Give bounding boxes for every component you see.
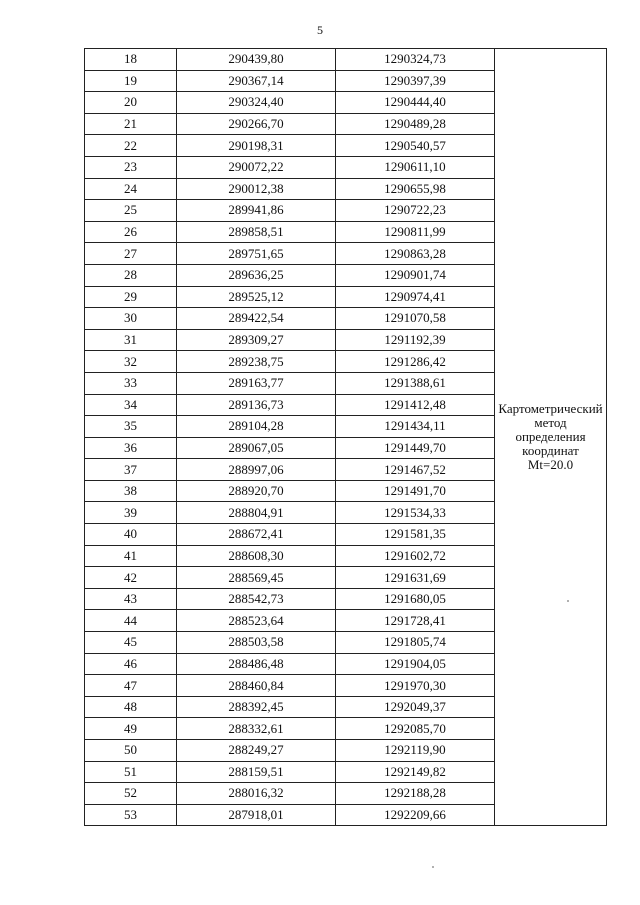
point-number-cell: 47 [85,675,177,697]
scan-speck [432,866,434,868]
point-number-cell: 26 [85,221,177,243]
table-row [85,49,607,71]
x-coordinate-cell: 290198,31 [177,135,336,157]
point-number-cell: 18 [85,49,177,71]
x-coordinate-cell: 288392,45 [177,696,336,718]
y-coordinate-cell: 1292188,28 [336,783,495,805]
y-coordinate-cell: 1290611,10 [336,156,495,178]
y-coordinate-cell: 1291581,35 [336,524,495,546]
point-number-cell: 44 [85,610,177,632]
y-coordinate-cell: 1290722,23 [336,200,495,222]
y-coordinate-cell: 1291388,61 [336,372,495,394]
x-coordinate-cell: 288920,70 [177,480,336,502]
y-coordinate-cell: 1291491,70 [336,480,495,502]
point-number-cell: 19 [85,70,177,92]
x-coordinate-cell: 287918,01 [177,804,336,826]
y-coordinate-cell: 1291192,39 [336,329,495,351]
point-number-cell: 40 [85,524,177,546]
x-coordinate-cell: 289136,73 [177,394,336,416]
y-coordinate-cell: 1290901,74 [336,264,495,286]
point-number-cell: 48 [85,696,177,718]
x-coordinate-cell: 288249,27 [177,740,336,762]
x-coordinate-cell: 288542,73 [177,588,336,610]
point-number-cell: 37 [85,459,177,481]
y-coordinate-cell: 1291728,41 [336,610,495,632]
point-number-cell: 25 [85,200,177,222]
x-coordinate-cell: 290072,22 [177,156,336,178]
point-number-cell: 53 [85,804,177,826]
x-coordinate-cell: 288523,64 [177,610,336,632]
x-coordinate-cell: 288569,45 [177,567,336,589]
y-coordinate-cell: 1290324,73 [336,49,495,71]
x-coordinate-cell: 288672,41 [177,524,336,546]
y-coordinate-cell: 1290974,41 [336,286,495,308]
y-coordinate-cell: 1291286,42 [336,351,495,373]
y-coordinate-cell: 1290655,98 [336,178,495,200]
point-number-cell: 32 [85,351,177,373]
y-coordinate-cell: 1291631,69 [336,567,495,589]
point-number-cell: 43 [85,588,177,610]
point-number-cell: 46 [85,653,177,675]
y-coordinate-cell: 1292119,90 [336,740,495,762]
point-number-cell: 23 [85,156,177,178]
point-number-cell: 41 [85,545,177,567]
y-coordinate-cell: 1290444,40 [336,92,495,114]
x-coordinate-cell: 289636,25 [177,264,336,286]
y-coordinate-cell: 1291970,30 [336,675,495,697]
x-coordinate-cell: 289309,27 [177,329,336,351]
x-coordinate-cell: 289238,75 [177,351,336,373]
point-number-cell: 42 [85,567,177,589]
point-number-cell: 34 [85,394,177,416]
y-coordinate-cell: 1292149,82 [336,761,495,783]
coordinates-table-body [85,49,607,826]
point-number-cell: 39 [85,502,177,524]
x-coordinate-cell: 288159,51 [177,761,336,783]
x-coordinate-cell: 288332,61 [177,718,336,740]
point-number-cell: 21 [85,113,177,135]
point-number-cell: 29 [85,286,177,308]
point-number-cell: 31 [85,329,177,351]
method-note-cell: Картометрический метод определения координат Mt=20.0 [495,49,607,826]
x-coordinate-cell: 289858,51 [177,221,336,243]
y-coordinate-cell: 1292209,66 [336,804,495,826]
y-coordinate-cell: 1291449,70 [336,437,495,459]
point-number-cell: 52 [85,783,177,805]
y-coordinate-cell: 1290811,99 [336,221,495,243]
y-coordinate-cell: 1291534,33 [336,502,495,524]
y-coordinate-cell: 1291602,72 [336,545,495,567]
point-number-cell: 35 [85,416,177,438]
x-coordinate-cell: 289104,28 [177,416,336,438]
y-coordinate-cell: 1290863,28 [336,243,495,265]
x-coordinate-cell: 290324,40 [177,92,336,114]
x-coordinate-cell: 290266,70 [177,113,336,135]
point-number-cell: 36 [85,437,177,459]
y-coordinate-cell: 1291904,05 [336,653,495,675]
scan-speck [567,600,569,602]
y-coordinate-cell: 1290397,39 [336,70,495,92]
x-coordinate-cell: 288486,48 [177,653,336,675]
point-number-cell: 38 [85,480,177,502]
x-coordinate-cell: 288460,84 [177,675,336,697]
y-coordinate-cell: 1291070,58 [336,308,495,330]
point-number-cell: 24 [85,178,177,200]
point-number-cell: 50 [85,740,177,762]
x-coordinate-cell: 289525,12 [177,286,336,308]
y-coordinate-cell: 1290540,57 [336,135,495,157]
y-coordinate-cell: 1290489,28 [336,113,495,135]
page-number: 5 [317,23,323,37]
point-number-cell: 51 [85,761,177,783]
y-coordinate-cell: 1291467,52 [336,459,495,481]
y-coordinate-cell: 1292049,37 [336,696,495,718]
x-coordinate-cell: 289941,86 [177,200,336,222]
coordinates-table [84,48,607,826]
y-coordinate-cell: 1291434,11 [336,416,495,438]
x-coordinate-cell: 288804,91 [177,502,336,524]
x-coordinate-cell: 290439,80 [177,49,336,71]
x-coordinate-cell: 288503,58 [177,632,336,654]
x-coordinate-cell: 289067,05 [177,437,336,459]
point-number-cell: 45 [85,632,177,654]
x-coordinate-cell: 289751,65 [177,243,336,265]
point-number-cell: 33 [85,372,177,394]
y-coordinate-cell: 1291412,48 [336,394,495,416]
y-coordinate-cell: 1291680,05 [336,588,495,610]
point-number-cell: 22 [85,135,177,157]
x-coordinate-cell: 288997,06 [177,459,336,481]
x-coordinate-cell: 290367,14 [177,70,336,92]
point-number-cell: 30 [85,308,177,330]
point-number-cell: 20 [85,92,177,114]
x-coordinate-cell: 290012,38 [177,178,336,200]
point-number-cell: 49 [85,718,177,740]
y-coordinate-cell: 1291805,74 [336,632,495,654]
x-coordinate-cell: 289163,77 [177,372,336,394]
point-number-cell: 28 [85,264,177,286]
y-coordinate-cell: 1292085,70 [336,718,495,740]
x-coordinate-cell: 289422,54 [177,308,336,330]
x-coordinate-cell: 288608,30 [177,545,336,567]
point-number-cell: 27 [85,243,177,265]
x-coordinate-cell: 288016,32 [177,783,336,805]
